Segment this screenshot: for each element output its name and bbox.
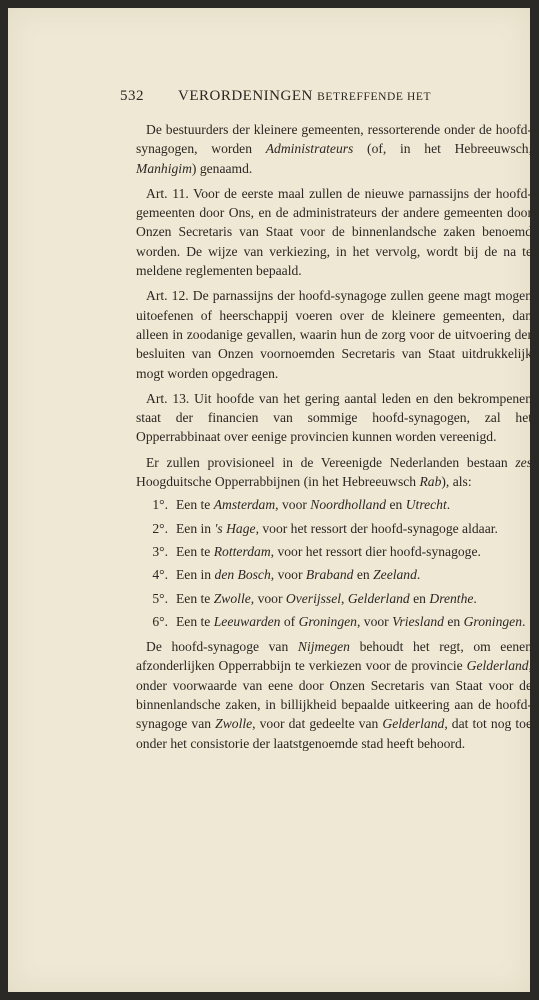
rabbinate-list — [136, 495, 532, 631]
italic-term: Manhigim — [136, 160, 192, 176]
list-item — [136, 589, 532, 608]
page-number: 532 — [120, 88, 144, 104]
article-12: Art. 12. De parnassijns der hoofd-synagoge zullen geene magt mogen uitoefenen of heerschappij voeren over de kleinere gemeenten, dan alleen in zoodanige gevallen, waarin hun de zorg voor de uitvoering der besluiten van Onzen voornoemden Secretaris van Staat uitdrukkelijk mogt worden opgedragen. — [136, 288, 532, 381]
list-number: 4°. — [152, 567, 168, 583]
text-run: ) genaamd. — [191, 160, 253, 176]
text-run: , dat tot nog toe onder het consistorie der laatstgenoemde stad heeft behoord. — [136, 716, 532, 751]
text-run: (of, in het Hebreeuwsch, — [353, 141, 532, 157]
list-number: 3°. — [152, 543, 168, 559]
paragraph-nijmegen — [136, 637, 532, 753]
list-item — [136, 612, 532, 631]
list-item — [136, 565, 532, 584]
text-run: behoudt het regt, om eenen afzonderlijken Opperrabbijn te verkiezen voor de provincie — [136, 639, 532, 674]
body-text — [136, 120, 532, 753]
text-run: Hoogduitsche Opperrabbijnen (in het Hebreeuwsch — [136, 474, 420, 490]
text-run: , onder voorwaarde van eene door Onzen Secretaris van Staat voor de binnenlandsche zaken, in billijkheid bepaalde uitkeering aan de hoofd-synagoge van — [136, 658, 532, 732]
running-title-small: BETREFFENDE HET — [317, 91, 432, 103]
text-run: ), als: — [441, 474, 472, 490]
italic-term: Gelderland — [466, 658, 529, 674]
italic-term: Rab — [419, 474, 442, 490]
running-header — [120, 88, 470, 112]
list-number: 6°. — [152, 613, 168, 629]
list-item-text: Een te Rotterdam, voor het ressort dier hoofd-synagoge. — [176, 543, 481, 559]
italic-term: zes — [515, 454, 532, 470]
list-number: 1°. — [152, 497, 168, 513]
list-item-text: Een te Leeuwarden of Groningen, voor Vriesland en Groningen. — [176, 613, 526, 629]
text-run: Er zullen provisioneel in de Vereenigde Nederlanden bestaan — [146, 454, 516, 470]
text-run: De hoofd-synagoge van — [146, 639, 298, 655]
text-run: De bestuurders der kleinere gemeenten, ressorterende onder de hoofd-synagogen, worden — [136, 122, 532, 157]
list-item — [136, 519, 532, 538]
list-item-text: Een in den Bosch, voor Braband en Zeeland. — [176, 567, 421, 583]
list-item-text: Een te Zwolle, voor Overijssel, Gelderland en Drenthe. — [176, 590, 477, 606]
article-11: Art. 11. Voor de eerste maal zullen de nieuwe parnassijns der hoofd-gemeenten door Ons, en de administrateurs der andere gemeenten door Onzen Secretaris van Staat voor de binnenlandsche zaken benoemd worden. De wijze van verkiezing, in het vervolg, wordt bij de na te meldene reglementen bepaald. — [136, 185, 532, 279]
running-title-main: VERORDENINGEN — [178, 88, 313, 104]
list-item — [136, 495, 532, 514]
list-item-text: Een in 's Hage, voor het ressort der hoofd-synagoge aldaar. — [176, 520, 498, 536]
paragraph-administrateurs — [136, 120, 532, 178]
text-run: , voor dat gedeelte van — [252, 716, 383, 732]
article-13: Art. 13. Uit hoofde van het gering aantal leden en den bekrompenen staat der financien van sommige hoofd-synagogen, zal het Opperrabbinaat over eenige provincien kunnen worden vereenigd. — [136, 390, 532, 445]
book-page — [8, 8, 530, 992]
italic-term: Gelderland — [382, 716, 445, 732]
list-item — [136, 542, 532, 561]
list-item-text: Een te Amsterdam, voor Noordholland en Utrecht. — [176, 497, 451, 513]
running-title — [178, 88, 431, 105]
list-number: 5°. — [152, 590, 168, 606]
paragraph-opperrabbijnen — [136, 453, 532, 492]
italic-term: Administrateurs — [265, 141, 354, 157]
list-number: 2°. — [152, 520, 168, 536]
italic-term: Zwolle — [215, 716, 253, 732]
italic-term: Nijmegen — [297, 639, 350, 655]
